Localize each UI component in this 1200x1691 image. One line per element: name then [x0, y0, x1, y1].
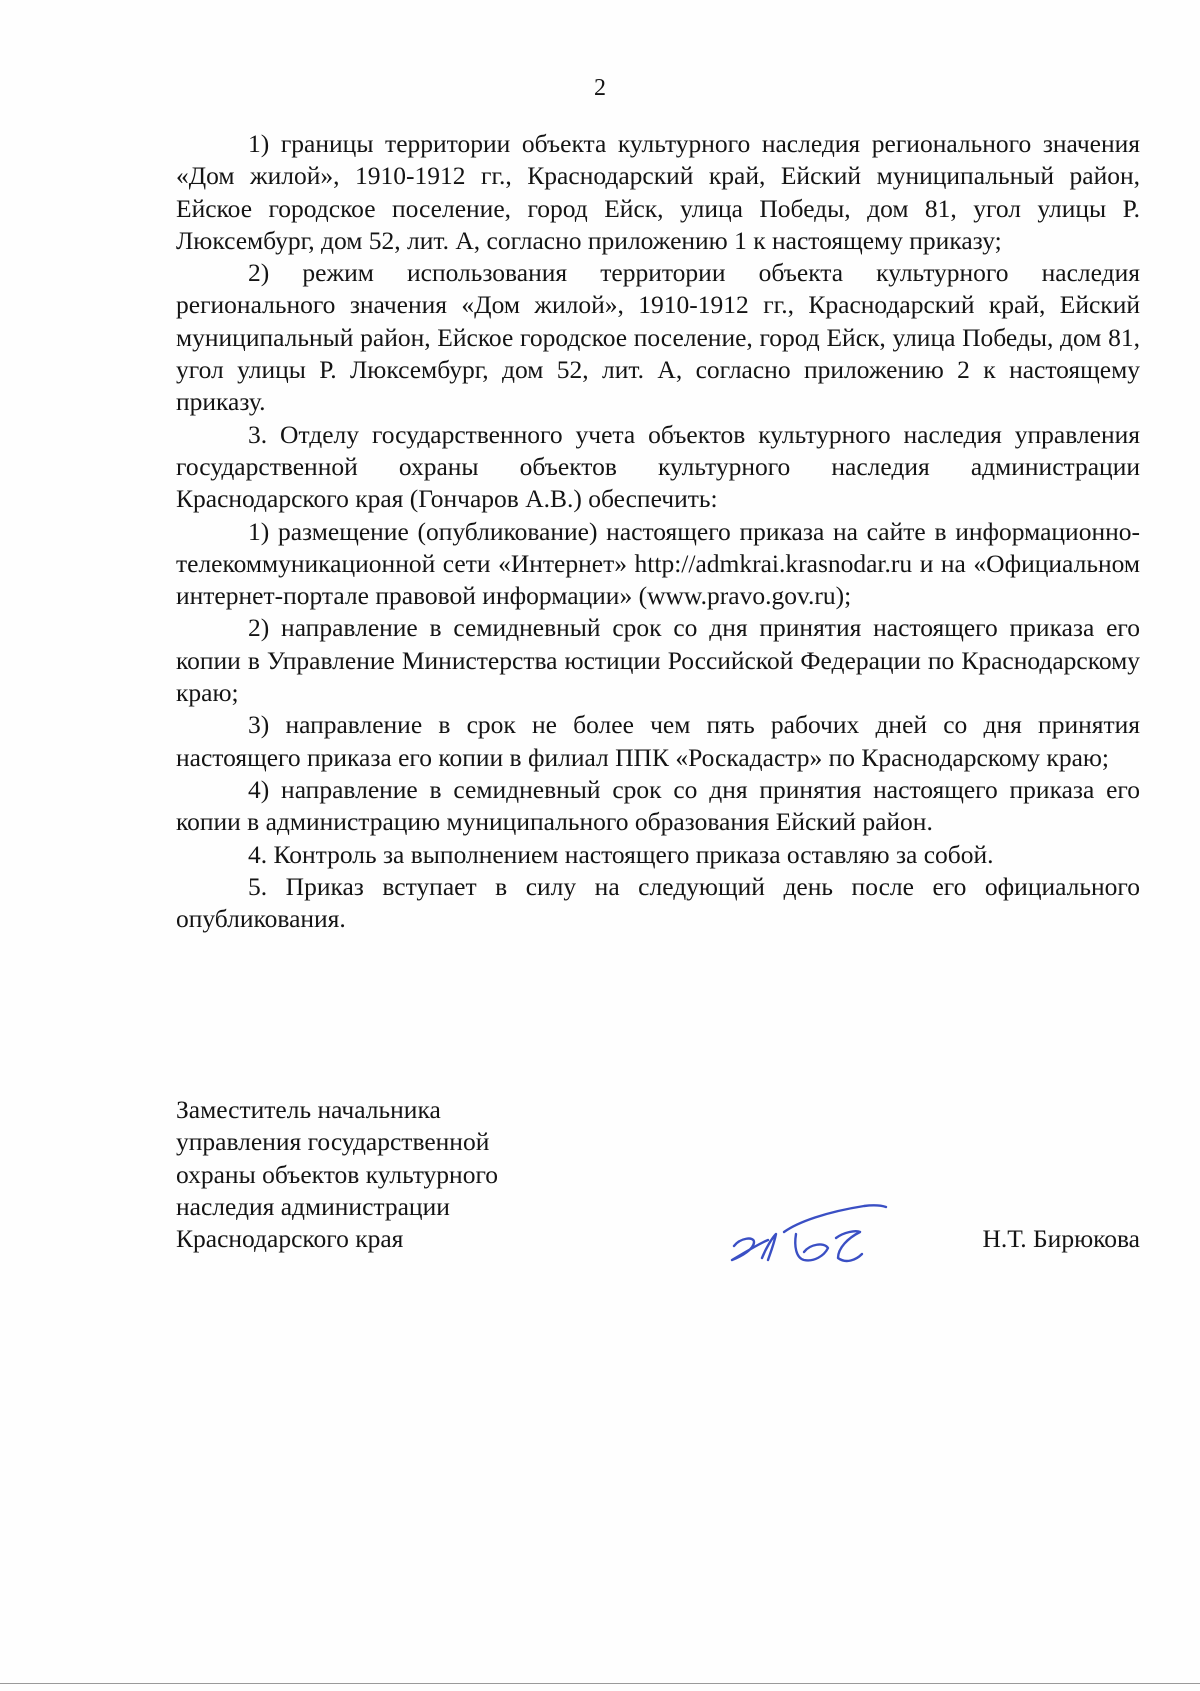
scan-bottom-edge: [0, 1683, 1200, 1684]
paragraph-5-entry-into-force: 5. Приказ вступает в силу на следующий день после его официального опубликования.: [176, 871, 1140, 934]
paragraph-3-4-municipal-administration: 4) направление в семидневный срок со дня принятия настоящего приказа его копии в администрацию муниципального образования Ейский район.: [176, 774, 1140, 837]
paragraph-2-usage-regime: 2) режим использования территории объекта культурного наследия регионального значения «Дом жилой», 1910-1912 гг., Краснодарский край, Ейский муниципальный район, Ейское городское поселение, город Ейск, улица Победы, дом 81, угол улицы Р. Люксембург, дом 52, лит. А, согласно приложению 2 к настоящему приказу.: [176, 258, 1140, 417]
signer-position-line: охраны объектов культурного: [176, 1159, 499, 1189]
signer-position: [176, 1094, 596, 1255]
signer-position-line: управления государственной: [176, 1127, 490, 1157]
signer-position-line: Заместитель начальника: [176, 1095, 441, 1124]
order-body: [176, 128, 1140, 935]
page-number: 2: [594, 75, 606, 101]
paragraph-3-department-duties: 3. Отделу государственного учета объектов культурного наследия управления государственной охраны объектов культурного наследия администрации Краснодарского края (Гончаров А.В.) обеспечить:: [176, 419, 1140, 514]
signature-block: [176, 1094, 1140, 1254]
signer-position-line: наследия администрации: [176, 1191, 450, 1221]
signer-position-line: Краснодарского края: [176, 1224, 404, 1254]
paragraph-1-boundaries: 1) границы территории объекта культурного наследия регионального значения «Дом жилой», 1910-1912 гг., Краснодарский край, Ейский муниципальный район, Ейское городское поселение, город Ейск, улица Победы, дом 81, угол улицы Р. Люксембург, дом 52, лит. А, согласно приложению 1 к настоящему приказу;: [176, 129, 1140, 255]
paragraph-3-3-roskadastr: 3) направление в срок не более чем пять рабочих дней со дня принятия настоящего приказа его копии в филиал ППК «Роскадастр» по Краснодарскому краю;: [176, 710, 1140, 772]
handwritten-signature: [724, 1194, 894, 1270]
signer-name: Н.Т. Бирюкова: [982, 1224, 1140, 1253]
paragraph-3-2-ministry-of-justice: 2) направление в семидневный срок со дня принятия настоящего приказа его копии в Управление Министерства юстиции Российской Федерации по Краснодарскому краю;: [176, 613, 1140, 708]
paragraph-4-control: 4. Контроль за выполнением настоящего приказа оставляю за собой.: [248, 839, 994, 869]
paragraph-3-1-publication: 1) размещение (опубликование) настоящего приказа на сайте в информационно-телекоммуникационной сети «Интернет» http://admkrai.krasnodar.ru и на «Официальном интернет-портале правовой информации» (www.pravo.gov.ru);: [176, 516, 1140, 611]
